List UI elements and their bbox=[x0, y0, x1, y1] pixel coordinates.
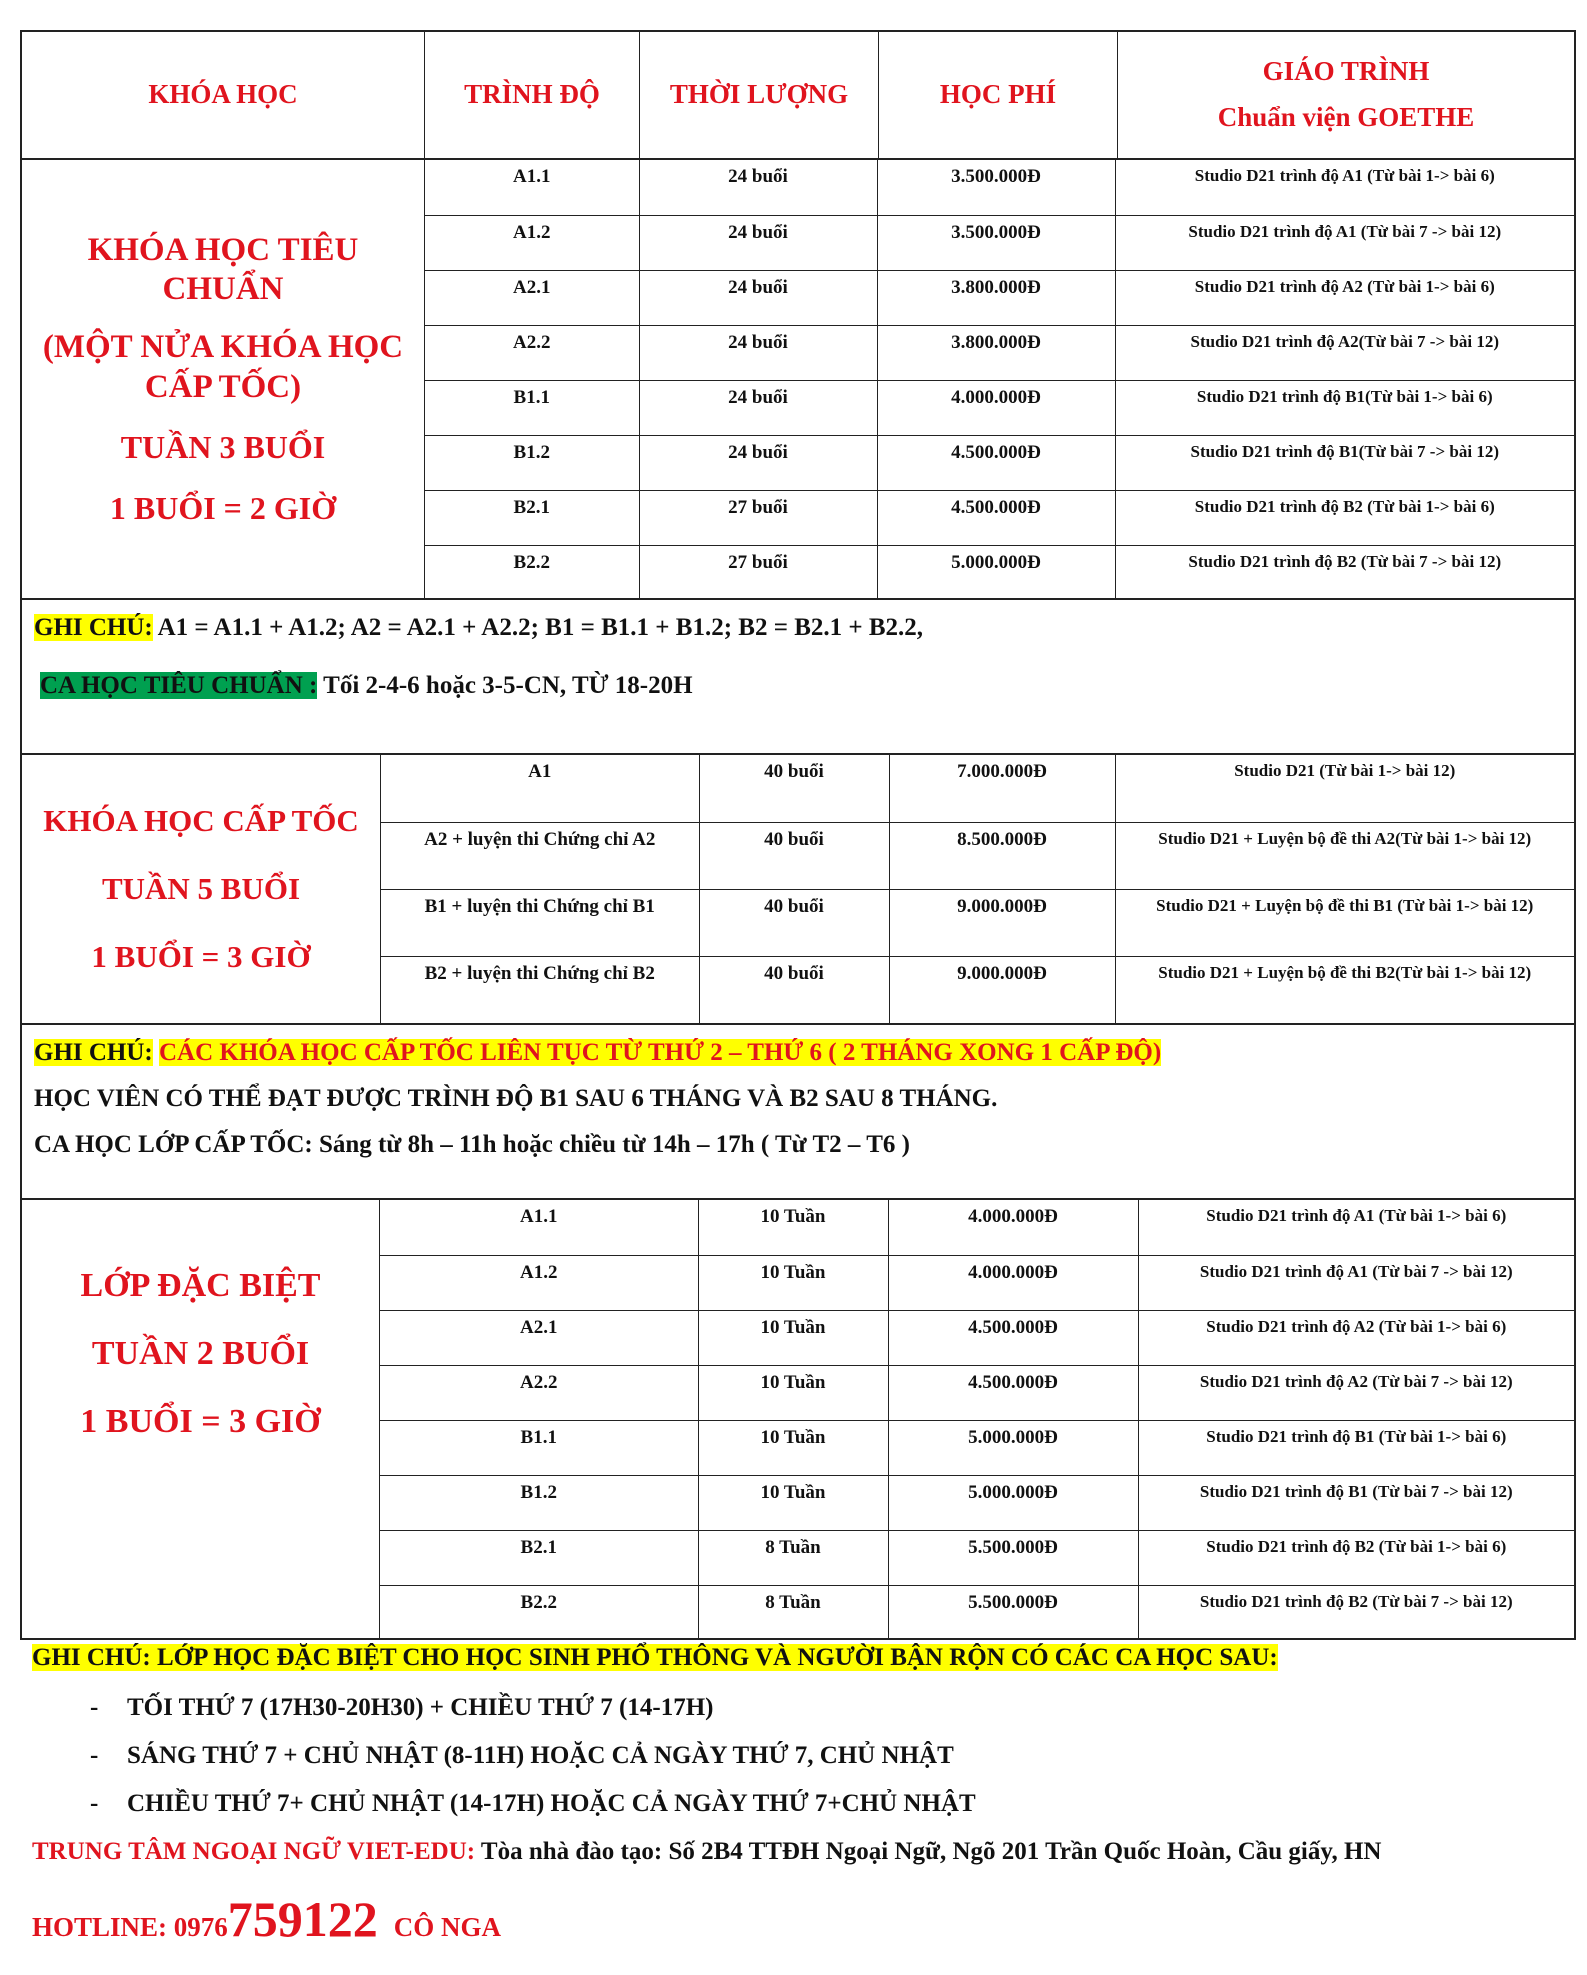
intensive-cell-book: Studio D21 (Từ bài 1-> bài 12) bbox=[1115, 755, 1574, 822]
intensive-note-line2: HỌC VIÊN CÓ THỂ ĐẠT ĐƯỢC TRÌNH ĐỘ B1 SAU 6 THÁNG VÀ B2 SAU 8 THÁNG. bbox=[34, 1085, 998, 1112]
standard-cell-book: Studio D21 trình độ A2(Từ bài 7 -> bài 12) bbox=[1115, 325, 1574, 380]
header-giao-trinh bbox=[1118, 32, 1574, 158]
standard-cell-fee: 3.800.000Đ bbox=[877, 325, 1115, 380]
standard-cell-duration: 24 buổi bbox=[639, 270, 877, 325]
standard-cell-book: Studio D21 trình độ A1 (Từ bài 1-> bài 6) bbox=[1115, 160, 1574, 215]
intensive-row bbox=[381, 755, 1574, 822]
header-thoi-luong-label: THỜI LƯỢNG bbox=[669, 79, 849, 110]
standard-cell-duration: 27 buổi bbox=[639, 545, 877, 600]
special-note bbox=[20, 1640, 1576, 1948]
standard-cell-duration: 24 buổi bbox=[639, 160, 877, 215]
header-giao-trinh-line2: Chuẩn viện GOETHE bbox=[1217, 102, 1475, 132]
special-row bbox=[380, 1310, 1574, 1365]
special-cell-duration: 8 Tuần bbox=[698, 1530, 888, 1585]
special-row bbox=[380, 1255, 1574, 1310]
standard-cell-level: A1.2 bbox=[425, 215, 639, 270]
standard-cell-fee: 3.500.000Đ bbox=[877, 215, 1115, 270]
schedule-text: CHIỀU THỨ 7+ CHỦ NHẬT (14-17H) HOẶC CẢ NGÀY THỨ 7+CHỦ NHẬT bbox=[127, 1790, 976, 1817]
intensive-course-section bbox=[20, 755, 1576, 1025]
intensive-cell-book: Studio D21 + Luyện bộ đề thi B2(Từ bài 1-> bài 12) bbox=[1115, 956, 1574, 1023]
intensive-title: KHÓA HỌC CẤP TỐC bbox=[43, 803, 359, 838]
special-cell-book: Studio D21 trình độ B1 (Từ bài 7 -> bài 12) bbox=[1138, 1475, 1574, 1530]
special-cell-book: Studio D21 trình độ A2 (Từ bài 1-> bài 6) bbox=[1138, 1310, 1574, 1365]
schedule-list-item bbox=[32, 1790, 1564, 1818]
header-thoi-luong bbox=[640, 32, 879, 158]
header-khoa-hoc-label: KHÓA HỌC bbox=[148, 79, 298, 110]
special-schedule-list bbox=[32, 1694, 1564, 1818]
intensive-cell-level: B1 + luyện thi Chứng chỉ B1 bbox=[381, 889, 699, 956]
price-sheet bbox=[20, 30, 1576, 1948]
header-giao-trinh-line1: GIÁO TRÌNH bbox=[1262, 56, 1430, 87]
schedule-text: SÁNG THỨ 7 + CHỦ NHẬT (8-11H) HOẶC CẢ NGÀY THỨ 7, CHỦ NHẬT bbox=[127, 1742, 954, 1769]
special-cell-fee: 5.500.000Đ bbox=[888, 1530, 1138, 1585]
schedule-text: TỐI THỨ 7 (17H30-20H30) + CHIỀU THỨ 7 (14-17H) bbox=[127, 1694, 714, 1721]
special-cell-book: Studio D21 trình độ A1 (Từ bài 7 -> bài 12) bbox=[1138, 1255, 1574, 1310]
special-cell-level: A1.2 bbox=[380, 1255, 698, 1310]
bullet-dash: - bbox=[90, 1790, 99, 1817]
special-class-label bbox=[22, 1200, 380, 1638]
special-row bbox=[380, 1475, 1574, 1530]
header-hoc-phi bbox=[879, 32, 1118, 158]
intensive-cell-fee: 8.500.000Đ bbox=[889, 822, 1115, 889]
header-trinh-do-label: TRÌNH ĐỘ bbox=[464, 79, 600, 110]
hotline-label: HOTLINE: bbox=[32, 1912, 174, 1942]
standard-row bbox=[425, 160, 1574, 215]
standard-cell-level: A2.1 bbox=[425, 270, 639, 325]
special-sessions: TUẦN 2 BUỔI bbox=[91, 1335, 310, 1372]
special-row bbox=[380, 1530, 1574, 1585]
standard-cell-fee: 4.000.000Đ bbox=[877, 380, 1115, 435]
special-cell-duration: 10 Tuần bbox=[698, 1200, 888, 1255]
intensive-cell-duration: 40 buổi bbox=[699, 822, 889, 889]
intensive-row bbox=[381, 822, 1574, 889]
standard-subtitle: (MỘT NỬA KHÓA HỌC CẤP TỐC) bbox=[42, 329, 404, 405]
special-row bbox=[380, 1420, 1574, 1475]
special-cell-book: Studio D21 trình độ B2 (Từ bài 1-> bài 6) bbox=[1138, 1530, 1574, 1585]
intensive-note-line1 bbox=[34, 1039, 1562, 1067]
intensive-session-length: 1 BUỔI = 3 GIỜ bbox=[91, 939, 311, 974]
intensive-cell-duration: 40 buổi bbox=[699, 755, 889, 822]
standard-title: KHÓA HỌC TIÊU CHUẨN bbox=[87, 231, 359, 308]
intensive-cell-fee: 9.000.000Đ bbox=[889, 956, 1115, 1023]
intensive-cell-book: Studio D21 + Luyện bộ đề thi A2(Từ bài 1-> bài 12) bbox=[1115, 822, 1574, 889]
standard-row bbox=[425, 380, 1574, 435]
standard-cell-level: A2.2 bbox=[425, 325, 639, 380]
special-cell-fee: 4.500.000Đ bbox=[888, 1310, 1138, 1365]
standard-cell-book: Studio D21 trình độ B2 (Từ bài 1-> bài 6) bbox=[1115, 490, 1574, 545]
special-cell-level: B1.2 bbox=[380, 1475, 698, 1530]
standard-cell-fee: 4.500.000Đ bbox=[877, 490, 1115, 545]
special-cell-fee: 4.000.000Đ bbox=[888, 1255, 1138, 1310]
special-cell-duration: 10 Tuần bbox=[698, 1420, 888, 1475]
special-row bbox=[380, 1365, 1574, 1420]
standard-cell-book: Studio D21 trình độ B1(Từ bài 1-> bài 6) bbox=[1115, 380, 1574, 435]
intensive-cell-fee: 9.000.000Đ bbox=[889, 889, 1115, 956]
special-cell-book: Studio D21 trình độ A2 (Từ bài 7 -> bài 12) bbox=[1138, 1365, 1574, 1420]
standard-cell-level: B1.1 bbox=[425, 380, 639, 435]
intensive-row bbox=[381, 889, 1574, 956]
special-cell-duration: 10 Tuần bbox=[698, 1365, 888, 1420]
standard-row bbox=[425, 215, 1574, 270]
special-cell-book: Studio D21 trình độ B2 (Từ bài 7 -> bài 12) bbox=[1138, 1585, 1574, 1640]
standard-cell-level: B2.1 bbox=[425, 490, 639, 545]
special-cell-level: A2.1 bbox=[380, 1310, 698, 1365]
standard-row bbox=[425, 545, 1574, 600]
special-class-table bbox=[380, 1200, 1574, 1640]
intensive-cell-book: Studio D21 + Luyện bộ đề thi B1 (Từ bài 1-> bài 12) bbox=[1115, 889, 1574, 956]
special-cell-duration: 10 Tuần bbox=[698, 1255, 888, 1310]
special-cell-level: A1.1 bbox=[380, 1200, 698, 1255]
ghi-chu-label-2: GHI CHÚ: bbox=[34, 1039, 153, 1066]
table-header bbox=[20, 30, 1576, 160]
special-row bbox=[380, 1200, 1574, 1255]
special-cell-level: B2.2 bbox=[380, 1585, 698, 1640]
special-cell-book: Studio D21 trình độ A1 (Từ bài 1-> bài 6) bbox=[1138, 1200, 1574, 1255]
center-name: TRUNG TÂM NGOẠI NGỮ VIET-EDU: bbox=[32, 1838, 476, 1865]
hotline bbox=[32, 1890, 1564, 1948]
special-cell-level: A2.2 bbox=[380, 1365, 698, 1420]
standard-session-length: 1 BUỔI = 2 GIỜ bbox=[109, 490, 337, 527]
special-session-length: 1 BUỔI = 3 GIỜ bbox=[80, 1403, 321, 1440]
hotline-contact: CÔ NGA bbox=[393, 1912, 502, 1942]
standard-cell-level: A1.1 bbox=[425, 160, 639, 215]
schedule-list-item bbox=[32, 1694, 1564, 1722]
header-hoc-phi-label: HỌC PHÍ bbox=[939, 79, 1057, 110]
standard-row bbox=[425, 270, 1574, 325]
intensive-note bbox=[20, 1025, 1576, 1200]
special-cell-fee: 4.500.000Đ bbox=[888, 1365, 1138, 1420]
hotline-prefix: 0976 bbox=[173, 1912, 228, 1942]
intensive-note-text1: CÁC KHÓA HỌC CẤP TỐC LIÊN TỤC TỪ THỨ 2 – THỨ 6 ( 2 THÁNG XONG 1 CẤP ĐỘ) bbox=[159, 1039, 1162, 1066]
special-cell-fee: 4.000.000Đ bbox=[888, 1200, 1138, 1255]
standard-cell-duration: 24 buổi bbox=[639, 215, 877, 270]
intensive-cell-level: A1 bbox=[381, 755, 699, 822]
standard-course-section bbox=[20, 160, 1576, 600]
standard-note-line2 bbox=[34, 672, 1562, 700]
hotline-number[interactable]: 759122 bbox=[227, 1891, 378, 1947]
standard-cell-level: B1.2 bbox=[425, 435, 639, 490]
standard-note bbox=[20, 600, 1576, 755]
standard-note-line1 bbox=[34, 614, 1562, 642]
special-cell-fee: 5.000.000Đ bbox=[888, 1475, 1138, 1530]
special-cell-book: Studio D21 trình độ B1 (Từ bài 1-> bài 6) bbox=[1138, 1420, 1574, 1475]
standard-course-label bbox=[22, 160, 425, 598]
standard-cell-duration: 27 buổi bbox=[639, 490, 877, 545]
header-trinh-do bbox=[425, 32, 640, 158]
intensive-note-line3: CA HỌC LỚP CẤP TỐC: Sáng từ 8h – 11h hoặc chiều từ 14h – 17h ( Từ T2 – T6 ) bbox=[34, 1131, 910, 1158]
standard-course-table bbox=[425, 160, 1574, 600]
special-class-section bbox=[20, 1200, 1576, 1640]
standard-cell-duration: 24 buổi bbox=[639, 325, 877, 380]
standard-row bbox=[425, 435, 1574, 490]
standard-cell-fee: 3.500.000Đ bbox=[877, 160, 1115, 215]
intensive-course-label bbox=[22, 755, 381, 1023]
intensive-row bbox=[381, 956, 1574, 1023]
header-khoa-hoc bbox=[22, 32, 425, 158]
standard-cell-fee: 3.800.000Đ bbox=[877, 270, 1115, 325]
special-cell-level: B1.1 bbox=[380, 1420, 698, 1475]
intensive-course-table bbox=[381, 755, 1574, 1023]
special-note-heading-text: GHI CHÚ: LỚP HỌC ĐẶC BIỆT CHO HỌC SINH PHỔ THÔNG VÀ NGƯỜI BẬN RỘN CÓ CÁC CA HỌC SAU: bbox=[32, 1644, 1278, 1671]
special-cell-fee: 5.000.000Đ bbox=[888, 1420, 1138, 1475]
standard-row bbox=[425, 325, 1574, 380]
bullet-dash: - bbox=[90, 1742, 99, 1769]
standard-cell-duration: 24 buổi bbox=[639, 435, 877, 490]
standard-cell-fee: 4.500.000Đ bbox=[877, 435, 1115, 490]
standard-cell-duration: 24 buổi bbox=[639, 380, 877, 435]
intensive-cell-duration: 40 buổi bbox=[699, 956, 889, 1023]
special-note-heading bbox=[32, 1644, 1564, 1672]
special-cell-duration: 10 Tuần bbox=[698, 1475, 888, 1530]
standard-cell-book: Studio D21 trình độ A2 (Từ bài 1-> bài 6) bbox=[1115, 270, 1574, 325]
intensive-cell-level: B2 + luyện thi Chứng chỉ B2 bbox=[381, 956, 699, 1023]
special-row bbox=[380, 1585, 1574, 1640]
standard-cell-fee: 5.000.000Đ bbox=[877, 545, 1115, 600]
special-cell-duration: 8 Tuần bbox=[698, 1585, 888, 1640]
ca-hoc-text: Tối 2-4-6 hoặc 3-5-CN, TỪ 18-20H bbox=[317, 672, 693, 699]
special-title: LỚP ĐẶC BIỆT bbox=[80, 1267, 321, 1304]
intensive-cell-level: A2 + luyện thi Chứng chỉ A2 bbox=[381, 822, 699, 889]
intensive-cell-duration: 40 buổi bbox=[699, 889, 889, 956]
standard-row bbox=[425, 490, 1574, 545]
standard-cell-book: Studio D21 trình độ A1 (Từ bài 7 -> bài 12) bbox=[1115, 215, 1574, 270]
ca-hoc-label: CA HỌC TIÊU CHUẨN : bbox=[40, 672, 318, 699]
intensive-sessions: TUẦN 5 BUỔI bbox=[101, 871, 301, 906]
standard-cell-level: B2.2 bbox=[425, 545, 639, 600]
center-address bbox=[32, 1838, 1564, 1866]
schedule-list-item bbox=[32, 1742, 1564, 1770]
standard-sessions: TUẦN 3 BUỔI bbox=[120, 429, 326, 466]
ghi-chu-text: A1 = A1.1 + A1.2; A2 = A2.1 + A2.2; B1 = B1.1 + B1.2; B2 = B2.1 + B2.2, bbox=[152, 614, 924, 641]
bullet-dash: - bbox=[90, 1694, 99, 1721]
special-cell-level: B2.1 bbox=[380, 1530, 698, 1585]
standard-cell-book: Studio D21 trình độ B2 (Từ bài 7 -> bài 12) bbox=[1115, 545, 1574, 600]
intensive-cell-fee: 7.000.000Đ bbox=[889, 755, 1115, 822]
center-address-text: Tòa nhà đào tạo: Số 2B4 TTĐH Ngoại Ngữ, Ngõ 201 Trần Quốc Hoàn, Cầu giấy, HN bbox=[475, 1838, 1382, 1865]
ghi-chu-label: GHI CHÚ: bbox=[34, 614, 153, 641]
standard-cell-book: Studio D21 trình độ B1(Từ bài 7 -> bài 12) bbox=[1115, 435, 1574, 490]
special-cell-fee: 5.500.000Đ bbox=[888, 1585, 1138, 1640]
special-cell-duration: 10 Tuần bbox=[698, 1310, 888, 1365]
